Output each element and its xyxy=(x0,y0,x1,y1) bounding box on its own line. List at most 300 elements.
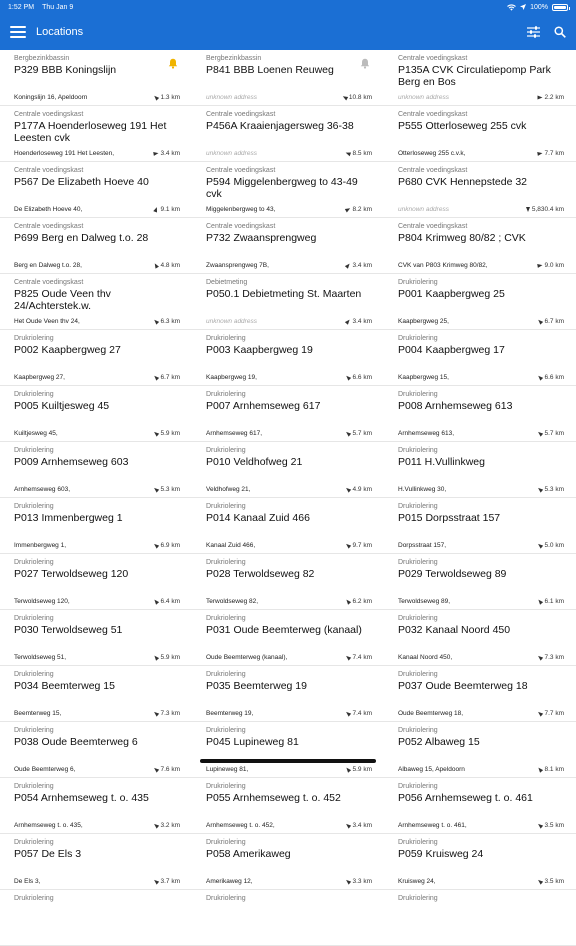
location-item[interactable] xyxy=(384,778,576,834)
direction-arrow-icon xyxy=(153,766,159,772)
location-type: Drukriolering xyxy=(398,839,438,846)
location-item[interactable] xyxy=(0,386,192,442)
location-type: Drukriolering xyxy=(14,447,54,454)
location-item[interactable] xyxy=(0,218,192,274)
location-title: P050.1 Debietmeting St. Maarten xyxy=(206,288,362,300)
location-distance xyxy=(154,766,180,773)
location-type: Centrale voedingskast xyxy=(206,167,276,174)
direction-arrow-icon xyxy=(153,710,159,716)
location-item[interactable] xyxy=(0,834,192,890)
location-address: Arnhemseweg t. o. 435, xyxy=(14,822,83,829)
distance-value: 7.3 km xyxy=(160,710,180,717)
location-distance xyxy=(538,710,564,717)
location-address: Terwoldseweg 82, xyxy=(206,598,259,605)
location-item[interactable] xyxy=(384,666,576,722)
location-item[interactable] xyxy=(0,274,192,330)
location-item[interactable] xyxy=(0,330,192,386)
location-item[interactable] xyxy=(0,498,192,554)
distance-value: 5.9 km xyxy=(160,430,180,437)
location-title: P028 Terwoldseweg 82 xyxy=(206,568,315,580)
location-item[interactable] xyxy=(192,778,384,834)
location-address: Terwoldseweg 51, xyxy=(14,654,67,661)
location-title: P059 Kruisweg 24 xyxy=(398,848,484,860)
distance-value: 9.0 km xyxy=(544,262,564,269)
location-address: Kuiltjesweg 45, xyxy=(14,430,58,437)
location-distance xyxy=(346,206,372,213)
location-item[interactable] xyxy=(192,554,384,610)
location-title: P027 Terwoldseweg 120 xyxy=(14,568,129,580)
location-address: De Elizabeth Hoeve 40, xyxy=(14,206,83,213)
distance-value: 6.2 km xyxy=(352,598,372,605)
direction-arrow-icon xyxy=(345,374,351,380)
distance-value: 6.7 km xyxy=(160,374,180,381)
direction-arrow-icon xyxy=(154,151,160,156)
location-item[interactable] xyxy=(384,386,576,442)
direction-arrow-icon xyxy=(154,206,159,212)
direction-arrow-icon xyxy=(537,430,543,436)
location-title: P699 Berg en Dalweg t.o. 28 xyxy=(14,232,149,244)
location-address: Kaapbergweg 19, xyxy=(206,374,257,381)
location-distance xyxy=(154,878,180,885)
location-distance xyxy=(154,598,180,605)
location-address: Berg en Dalweg t.o. 28, xyxy=(14,262,82,269)
distance-value: 7.7 km xyxy=(544,150,564,157)
location-type: Drukriolering xyxy=(206,671,246,678)
location-title: P031 Oude Beemterweg (kanaal) xyxy=(206,624,362,636)
distance-value: 9.7 km xyxy=(352,542,372,549)
direction-arrow-icon xyxy=(154,262,160,268)
location-title: P056 Arnhemseweg t. o. 461 xyxy=(398,792,533,804)
location-item[interactable] xyxy=(0,778,192,834)
bell-inactive-icon[interactable] xyxy=(360,56,370,74)
location-address: Oude Beemterweg 6, xyxy=(14,766,76,773)
battery-percent: 100% xyxy=(530,3,548,11)
direction-arrow-icon xyxy=(153,430,159,436)
location-type: Drukriolering xyxy=(398,503,438,510)
location-address: De Els 3, xyxy=(14,878,41,885)
location-distance xyxy=(538,94,564,101)
direction-arrow-icon xyxy=(537,766,543,772)
filter-sliders-icon[interactable] xyxy=(527,26,540,38)
location-item[interactable] xyxy=(192,834,384,890)
location-address: Het Oude Veen thv 24, xyxy=(14,318,80,325)
location-title: P032 Kanaal Noord 450 xyxy=(398,624,511,636)
location-title: P037 Oude Beemterweg 18 xyxy=(398,680,528,692)
search-icon[interactable] xyxy=(554,26,566,38)
location-address: Veldhofweg 21, xyxy=(206,486,251,493)
distance-value: 7.4 km xyxy=(352,654,372,661)
location-title: P009 Arnhemseweg 603 xyxy=(14,456,129,468)
direction-arrow-icon xyxy=(526,207,530,212)
distance-value: 5.3 km xyxy=(544,486,564,493)
direction-arrow-icon xyxy=(537,542,543,548)
location-item[interactable] xyxy=(384,274,576,330)
location-title: P732 Zwaansprengweg xyxy=(206,232,317,244)
direction-arrow-icon xyxy=(345,486,351,492)
distance-value: 5.3 km xyxy=(160,486,180,493)
location-type: Drukriolering xyxy=(398,895,438,902)
direction-arrow-icon xyxy=(345,598,351,604)
battery-icon xyxy=(552,4,568,11)
direction-arrow-icon xyxy=(345,151,351,156)
location-item[interactable] xyxy=(384,610,576,666)
location-type: Drukriolering xyxy=(14,727,54,734)
location-title: P555 Otterloseweg 255 cvk xyxy=(398,120,527,132)
location-address: Terwoldseweg 89, xyxy=(398,598,451,605)
location-item[interactable] xyxy=(192,386,384,442)
location-title: P804 Krimweg 80/82 ; CVK xyxy=(398,232,526,244)
direction-arrow-icon xyxy=(345,878,351,884)
location-item[interactable] xyxy=(0,106,192,162)
location-item[interactable] xyxy=(384,890,576,946)
location-type: Centrale voedingskast xyxy=(14,111,84,118)
direction-arrow-icon xyxy=(537,486,543,492)
location-title: P055 Arnhemseweg t. o. 452 xyxy=(206,792,341,804)
location-distance xyxy=(346,878,372,885)
direction-arrow-icon xyxy=(537,598,543,604)
direction-arrow-icon xyxy=(345,822,351,828)
direction-arrow-icon xyxy=(345,318,351,324)
location-distance xyxy=(346,374,372,381)
location-address: Dorpsstraat 157, xyxy=(398,542,447,549)
location-type: Drukriolering xyxy=(14,335,54,342)
location-address: Kanaal Zuid 466, xyxy=(206,542,256,549)
location-title: P057 De Els 3 xyxy=(14,848,82,860)
location-item[interactable] xyxy=(192,442,384,498)
location-type: Centrale voedingskast xyxy=(206,111,276,118)
location-address: Beemterweg 15, xyxy=(14,710,62,717)
location-item[interactable] xyxy=(384,218,576,274)
location-title: P008 Arnhemseweg 613 xyxy=(398,400,513,412)
location-distance xyxy=(538,150,564,157)
location-type: Centrale voedingskast xyxy=(14,279,84,286)
location-item[interactable] xyxy=(192,330,384,386)
distance-value: 7.6 km xyxy=(160,766,180,773)
distance-value: 1.3 km xyxy=(160,94,180,101)
direction-arrow-icon xyxy=(345,207,351,213)
direction-arrow-icon xyxy=(537,878,543,884)
direction-arrow-icon xyxy=(537,318,543,324)
location-title: P038 Oude Beemterweg 6 xyxy=(14,736,138,748)
distance-value: 2.2 km xyxy=(544,94,564,101)
location-type: Drukriolering xyxy=(206,559,246,566)
distance-value: 7.4 km xyxy=(352,710,372,717)
direction-arrow-icon xyxy=(345,262,351,268)
location-type: Drukriolering xyxy=(398,783,438,790)
location-title: P841 BBB Loenen Reuweg xyxy=(206,64,334,76)
location-distance xyxy=(346,766,372,773)
location-distance xyxy=(538,822,564,829)
location-type: Drukriolering xyxy=(206,783,246,790)
location-distance xyxy=(154,710,180,717)
distance-value: 8.5 km xyxy=(352,150,372,157)
location-address: Terwoldseweg 120, xyxy=(14,598,70,605)
location-title: P030 Terwoldseweg 51 xyxy=(14,624,123,636)
location-address: Arnhemseweg t. o. 461, xyxy=(398,822,467,829)
direction-arrow-icon xyxy=(538,96,543,100)
location-distance xyxy=(154,262,180,269)
location-distance xyxy=(346,654,372,661)
location-item[interactable] xyxy=(384,442,576,498)
location-type: Drukriolering xyxy=(398,447,438,454)
direction-arrow-icon xyxy=(538,151,544,156)
status-time: 1:52 PM xyxy=(8,3,35,11)
direction-arrow-icon xyxy=(537,822,543,828)
location-item[interactable] xyxy=(0,722,192,778)
direction-arrow-icon xyxy=(153,878,159,884)
location-distance xyxy=(346,262,372,269)
distance-value: 6.6 km xyxy=(544,374,564,381)
location-type: Drukriolering xyxy=(398,727,438,734)
location-type: Drukriolering xyxy=(14,839,54,846)
location-item[interactable] xyxy=(384,722,576,778)
direction-arrow-icon xyxy=(538,263,544,268)
location-type: Bergbezinkbassin xyxy=(14,55,70,62)
location-address: Arnhemseweg t. o. 452, xyxy=(206,822,275,829)
location-title: P680 CVK Hennepstede 32 xyxy=(398,176,528,188)
distance-value: 6.7 km xyxy=(544,318,564,325)
location-type: Centrale voedingskast xyxy=(206,223,276,230)
locations-grid xyxy=(0,50,576,946)
location-type: Drukriolering xyxy=(398,615,438,622)
direction-arrow-icon xyxy=(153,486,159,492)
distance-value: 6.6 km xyxy=(352,374,372,381)
location-title: P456A Kraaienjagersweg 36-38 xyxy=(206,120,354,132)
location-title: P177A Hoenderloseweg 191 Het Leesten cvk xyxy=(14,120,167,144)
direction-arrow-icon xyxy=(537,374,543,380)
location-item[interactable] xyxy=(192,218,384,274)
location-distance xyxy=(154,542,180,549)
location-type: Drukriolering xyxy=(398,671,438,678)
location-title: P825 Oude Veen thv 24/Achterstek.w. xyxy=(14,288,111,312)
location-address: Immenbergweg 1, xyxy=(14,542,67,549)
location-item[interactable] xyxy=(0,666,192,722)
location-type: Centrale voedingskast xyxy=(398,223,468,230)
status-bar xyxy=(0,0,576,14)
location-title: P035 Beemterweg 19 xyxy=(206,680,307,692)
location-item[interactable] xyxy=(384,498,576,554)
direction-arrow-icon xyxy=(345,430,351,436)
location-title: P052 Albaweg 15 xyxy=(398,736,480,748)
direction-arrow-icon xyxy=(345,710,351,716)
location-address: unknown address xyxy=(398,94,449,101)
location-address: Kruisweg 24, xyxy=(398,878,436,885)
location-distance xyxy=(154,206,180,213)
distance-value: 6.9 km xyxy=(160,542,180,549)
location-distance xyxy=(343,94,372,101)
location-item[interactable] xyxy=(384,106,576,162)
location-type: Drukriolering xyxy=(206,503,246,510)
direction-arrow-icon xyxy=(345,766,351,772)
location-title: P001 Kaapbergweg 25 xyxy=(398,288,505,300)
location-title: P015 Dorpsstraat 157 xyxy=(398,512,501,524)
location-distance xyxy=(538,318,564,325)
home-indicator[interactable] xyxy=(200,759,376,763)
distance-value: 8.1 km xyxy=(544,766,564,773)
location-distance xyxy=(154,654,180,661)
location-item[interactable] xyxy=(384,834,576,890)
location-type: Drukriolering xyxy=(398,559,438,566)
distance-value: 9.1 km xyxy=(160,206,180,213)
location-distance xyxy=(154,150,180,157)
location-item[interactable] xyxy=(192,666,384,722)
location-title: P135A CVK Circulatiepomp Park Berg en Bos xyxy=(398,64,551,88)
location-item[interactable] xyxy=(384,50,576,106)
distance-value: 7.7 km xyxy=(544,710,564,717)
location-distance xyxy=(154,318,180,325)
location-distance xyxy=(538,430,564,437)
distance-value: 6.3 km xyxy=(160,318,180,325)
location-type: Debietmeting xyxy=(206,279,248,286)
direction-arrow-icon xyxy=(345,654,351,660)
distance-value: 3.5 km xyxy=(544,822,564,829)
location-type: Drukriolering xyxy=(14,895,54,902)
location-title: P013 Immenbergweg 1 xyxy=(14,512,123,524)
distance-value: 4.9 km xyxy=(352,486,372,493)
location-distance xyxy=(526,206,564,213)
app-bar xyxy=(0,14,576,50)
location-distance xyxy=(154,374,180,381)
location-type: Drukriolering xyxy=(14,559,54,566)
location-type: Drukriolering xyxy=(206,615,246,622)
direction-arrow-icon xyxy=(537,654,543,660)
location-item[interactable] xyxy=(192,890,384,946)
direction-arrow-icon xyxy=(153,822,159,828)
location-title: P567 De Elizabeth Hoeve 40 xyxy=(14,176,149,188)
menu-icon[interactable] xyxy=(10,26,26,38)
location-distance xyxy=(538,374,564,381)
distance-value: 3.4 km xyxy=(352,822,372,829)
location-type: Centrale voedingskast xyxy=(398,111,468,118)
location-address: H.Vullinkweg 30, xyxy=(398,486,447,493)
direction-arrow-icon xyxy=(345,542,351,548)
location-item[interactable] xyxy=(0,50,192,106)
location-distance xyxy=(346,822,372,829)
location-arrow-icon xyxy=(520,4,526,10)
location-title: P010 Veldhofweg 21 xyxy=(206,456,303,468)
location-address: unknown address xyxy=(206,318,257,325)
distance-value: 7.3 km xyxy=(544,654,564,661)
bell-active-icon[interactable] xyxy=(168,56,178,74)
location-type: Drukriolering xyxy=(14,615,54,622)
location-distance xyxy=(538,766,564,773)
location-title: P045 Lupineweg 81 xyxy=(206,736,299,748)
location-item[interactable] xyxy=(384,554,576,610)
location-type: Drukriolering xyxy=(14,671,54,678)
location-address: CVK van P803 Krimweg 80/82, xyxy=(398,262,488,269)
distance-value: 5.9 km xyxy=(160,654,180,661)
direction-arrow-icon xyxy=(153,654,159,660)
location-type: Drukriolering xyxy=(206,895,246,902)
location-type: Drukriolering xyxy=(206,727,246,734)
location-distance xyxy=(154,94,180,101)
location-item[interactable] xyxy=(0,162,192,218)
location-address: unknown address xyxy=(398,206,449,213)
location-type: Centrale voedingskast xyxy=(398,55,468,62)
location-item[interactable] xyxy=(384,162,576,218)
location-type: Drukriolering xyxy=(14,783,54,790)
location-address: Otterloseweg 255 c.v.k, xyxy=(398,150,466,157)
location-title: P004 Kaapbergweg 17 xyxy=(398,344,505,356)
location-distance xyxy=(154,430,180,437)
distance-value: 6.4 km xyxy=(160,598,180,605)
location-address: unknown address xyxy=(206,150,257,157)
location-item[interactable] xyxy=(0,442,192,498)
location-distance xyxy=(346,542,372,549)
location-item[interactable] xyxy=(384,330,576,386)
location-address: Kanaal Noord 450, xyxy=(398,654,453,661)
location-address: Oude Beemterweg 18, xyxy=(398,710,464,717)
distance-value: 3.5 km xyxy=(544,878,564,885)
direction-arrow-icon xyxy=(537,710,543,716)
location-distance xyxy=(538,878,564,885)
location-item[interactable] xyxy=(192,610,384,666)
location-title: P014 Kanaal Zuid 466 xyxy=(206,512,310,524)
location-type: Drukriolering xyxy=(206,391,246,398)
location-address: Albaweg 15, Apeldoorn xyxy=(398,766,465,773)
location-address: Kaapbergweg 27, xyxy=(14,374,65,381)
location-item[interactable] xyxy=(192,274,384,330)
location-item[interactable] xyxy=(0,890,192,946)
location-title: P594 Miggelenbergweg to 43-49 cvk xyxy=(206,176,358,200)
distance-value: 4.8 km xyxy=(160,262,180,269)
distance-value: 10.8 km xyxy=(348,94,372,101)
direction-arrow-icon xyxy=(153,598,159,604)
location-address: Kaapbergweg 15, xyxy=(398,374,449,381)
location-title: P007 Arnhemseweg 617 xyxy=(206,400,321,412)
location-distance xyxy=(346,710,372,717)
distance-value: 5,830.4 km xyxy=(531,206,564,213)
location-distance xyxy=(346,150,372,157)
page-title: Locations xyxy=(36,26,84,38)
location-distance xyxy=(538,598,564,605)
location-type: Centrale voedingskast xyxy=(398,167,468,174)
location-item[interactable] xyxy=(192,50,384,106)
location-distance xyxy=(346,318,372,325)
location-type: Centrale voedingskast xyxy=(14,223,84,230)
distance-value: 5.7 km xyxy=(544,430,564,437)
direction-arrow-icon xyxy=(153,318,159,324)
location-item[interactable] xyxy=(0,554,192,610)
location-address: Beemterweg 19, xyxy=(206,710,254,717)
distance-value: 6.1 km xyxy=(544,598,564,605)
location-distance xyxy=(538,486,564,493)
location-address: Arnhemseweg 617, xyxy=(206,430,263,437)
location-distance xyxy=(346,598,372,605)
distance-value: 3.4 km xyxy=(352,262,372,269)
distance-value: 3.7 km xyxy=(160,878,180,885)
location-item[interactable] xyxy=(192,162,384,218)
location-distance xyxy=(346,486,372,493)
location-address: unknown address xyxy=(206,94,257,101)
distance-value: 5.0 km xyxy=(544,542,564,549)
location-address: Amerikaweg 12, xyxy=(206,878,253,885)
location-title: P005 Kuiltjesweg 45 xyxy=(14,400,110,412)
location-item[interactable] xyxy=(192,722,384,778)
status-date: Thu Jan 9 xyxy=(42,3,74,11)
location-item[interactable] xyxy=(192,106,384,162)
location-title: P011 H.Vullinkweg xyxy=(398,456,485,468)
location-type: Drukriolering xyxy=(14,503,54,510)
location-type: Drukriolering xyxy=(14,391,54,398)
location-title: P034 Beemterweg 15 xyxy=(14,680,115,692)
direction-arrow-icon xyxy=(153,542,159,548)
location-item[interactable] xyxy=(0,610,192,666)
location-item[interactable] xyxy=(192,498,384,554)
wifi-icon xyxy=(507,4,516,11)
distance-value: 3.3 km xyxy=(352,878,372,885)
location-distance xyxy=(538,542,564,549)
